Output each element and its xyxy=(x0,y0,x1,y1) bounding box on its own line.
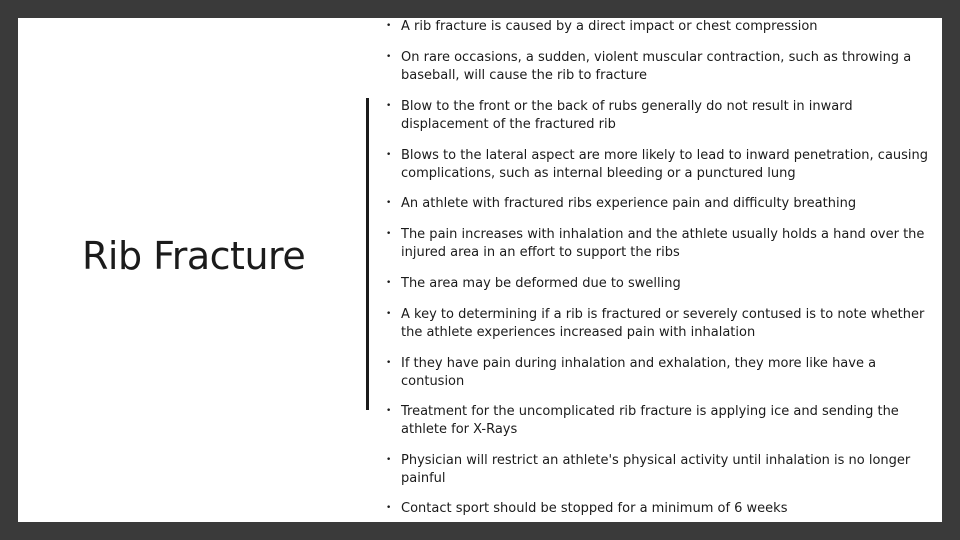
bullet-dot: • xyxy=(386,52,392,62)
bullet-text: The pain increases with inhalation and the athlete usually holds a hand over the injured area in an effort to support the ribs xyxy=(401,227,925,260)
bullet-dot: • xyxy=(386,278,392,288)
bullet-text: Blow to the front or the back of rubs generally do not result in inward displacement of the fractured rib xyxy=(401,99,853,132)
bullet-text: On rare occasions, a sudden, violent muscular contraction, such as throwing a baseball, will cause the rib to fracture xyxy=(401,50,912,83)
bullet-dot: • xyxy=(386,309,392,319)
bullet-dot: • xyxy=(386,150,392,160)
bullet-dot: • xyxy=(386,198,392,208)
bullet-dot: • xyxy=(386,21,392,31)
bullet-item xyxy=(386,226,936,261)
bullet-item xyxy=(386,355,936,390)
slide-title: Rib Fracture xyxy=(82,234,306,278)
bullet-text: Contact sport should be stopped for a minimum of 6 weeks xyxy=(401,501,788,516)
bullet-item xyxy=(386,306,936,341)
bullet-dot: • xyxy=(386,358,392,368)
bullet-dot: • xyxy=(386,101,392,111)
vertical-divider xyxy=(366,98,369,410)
slide xyxy=(18,18,942,522)
bullet-text: If they have pain during inhalation and exhalation, they more like have a contusion xyxy=(401,356,877,389)
bullet-text: Physician will restrict an athlete's physical activity until inhalation is no longer painful xyxy=(401,453,911,486)
bullet-item xyxy=(386,275,936,293)
bullet-text: Treatment for the uncomplicated rib fracture is applying ice and sending the athlete for X-Rays xyxy=(401,404,899,437)
bullet-text: A rib fracture is caused by a direct impact or chest compression xyxy=(401,19,818,34)
bullet-text: The area may be deformed due to swelling xyxy=(401,276,681,291)
bullet-item xyxy=(386,403,936,438)
bullet-dot: • xyxy=(386,455,392,465)
bullet-dot: • xyxy=(386,406,392,416)
bullet-text: Blows to the lateral aspect are more likely to lead to inward penetration, causing complications, such as internal bleeding or a punctured lung xyxy=(401,148,929,181)
bullet-item xyxy=(386,49,936,84)
bullet-item xyxy=(386,452,936,487)
bullet-dot: • xyxy=(386,503,392,513)
bullet-dot: • xyxy=(386,229,392,239)
bullet-item xyxy=(386,18,936,36)
bullet-item xyxy=(386,500,936,518)
bullet-item xyxy=(386,195,936,213)
bullet-item xyxy=(386,147,936,182)
bullet-item xyxy=(386,98,936,133)
bullet-text: An athlete with fractured ribs experience pain and difficulty breathing xyxy=(401,196,857,211)
bullet-text: A key to determining if a rib is fractured or severely contused is to note whether the athlete experiences increased pain with inhalation xyxy=(401,307,925,340)
